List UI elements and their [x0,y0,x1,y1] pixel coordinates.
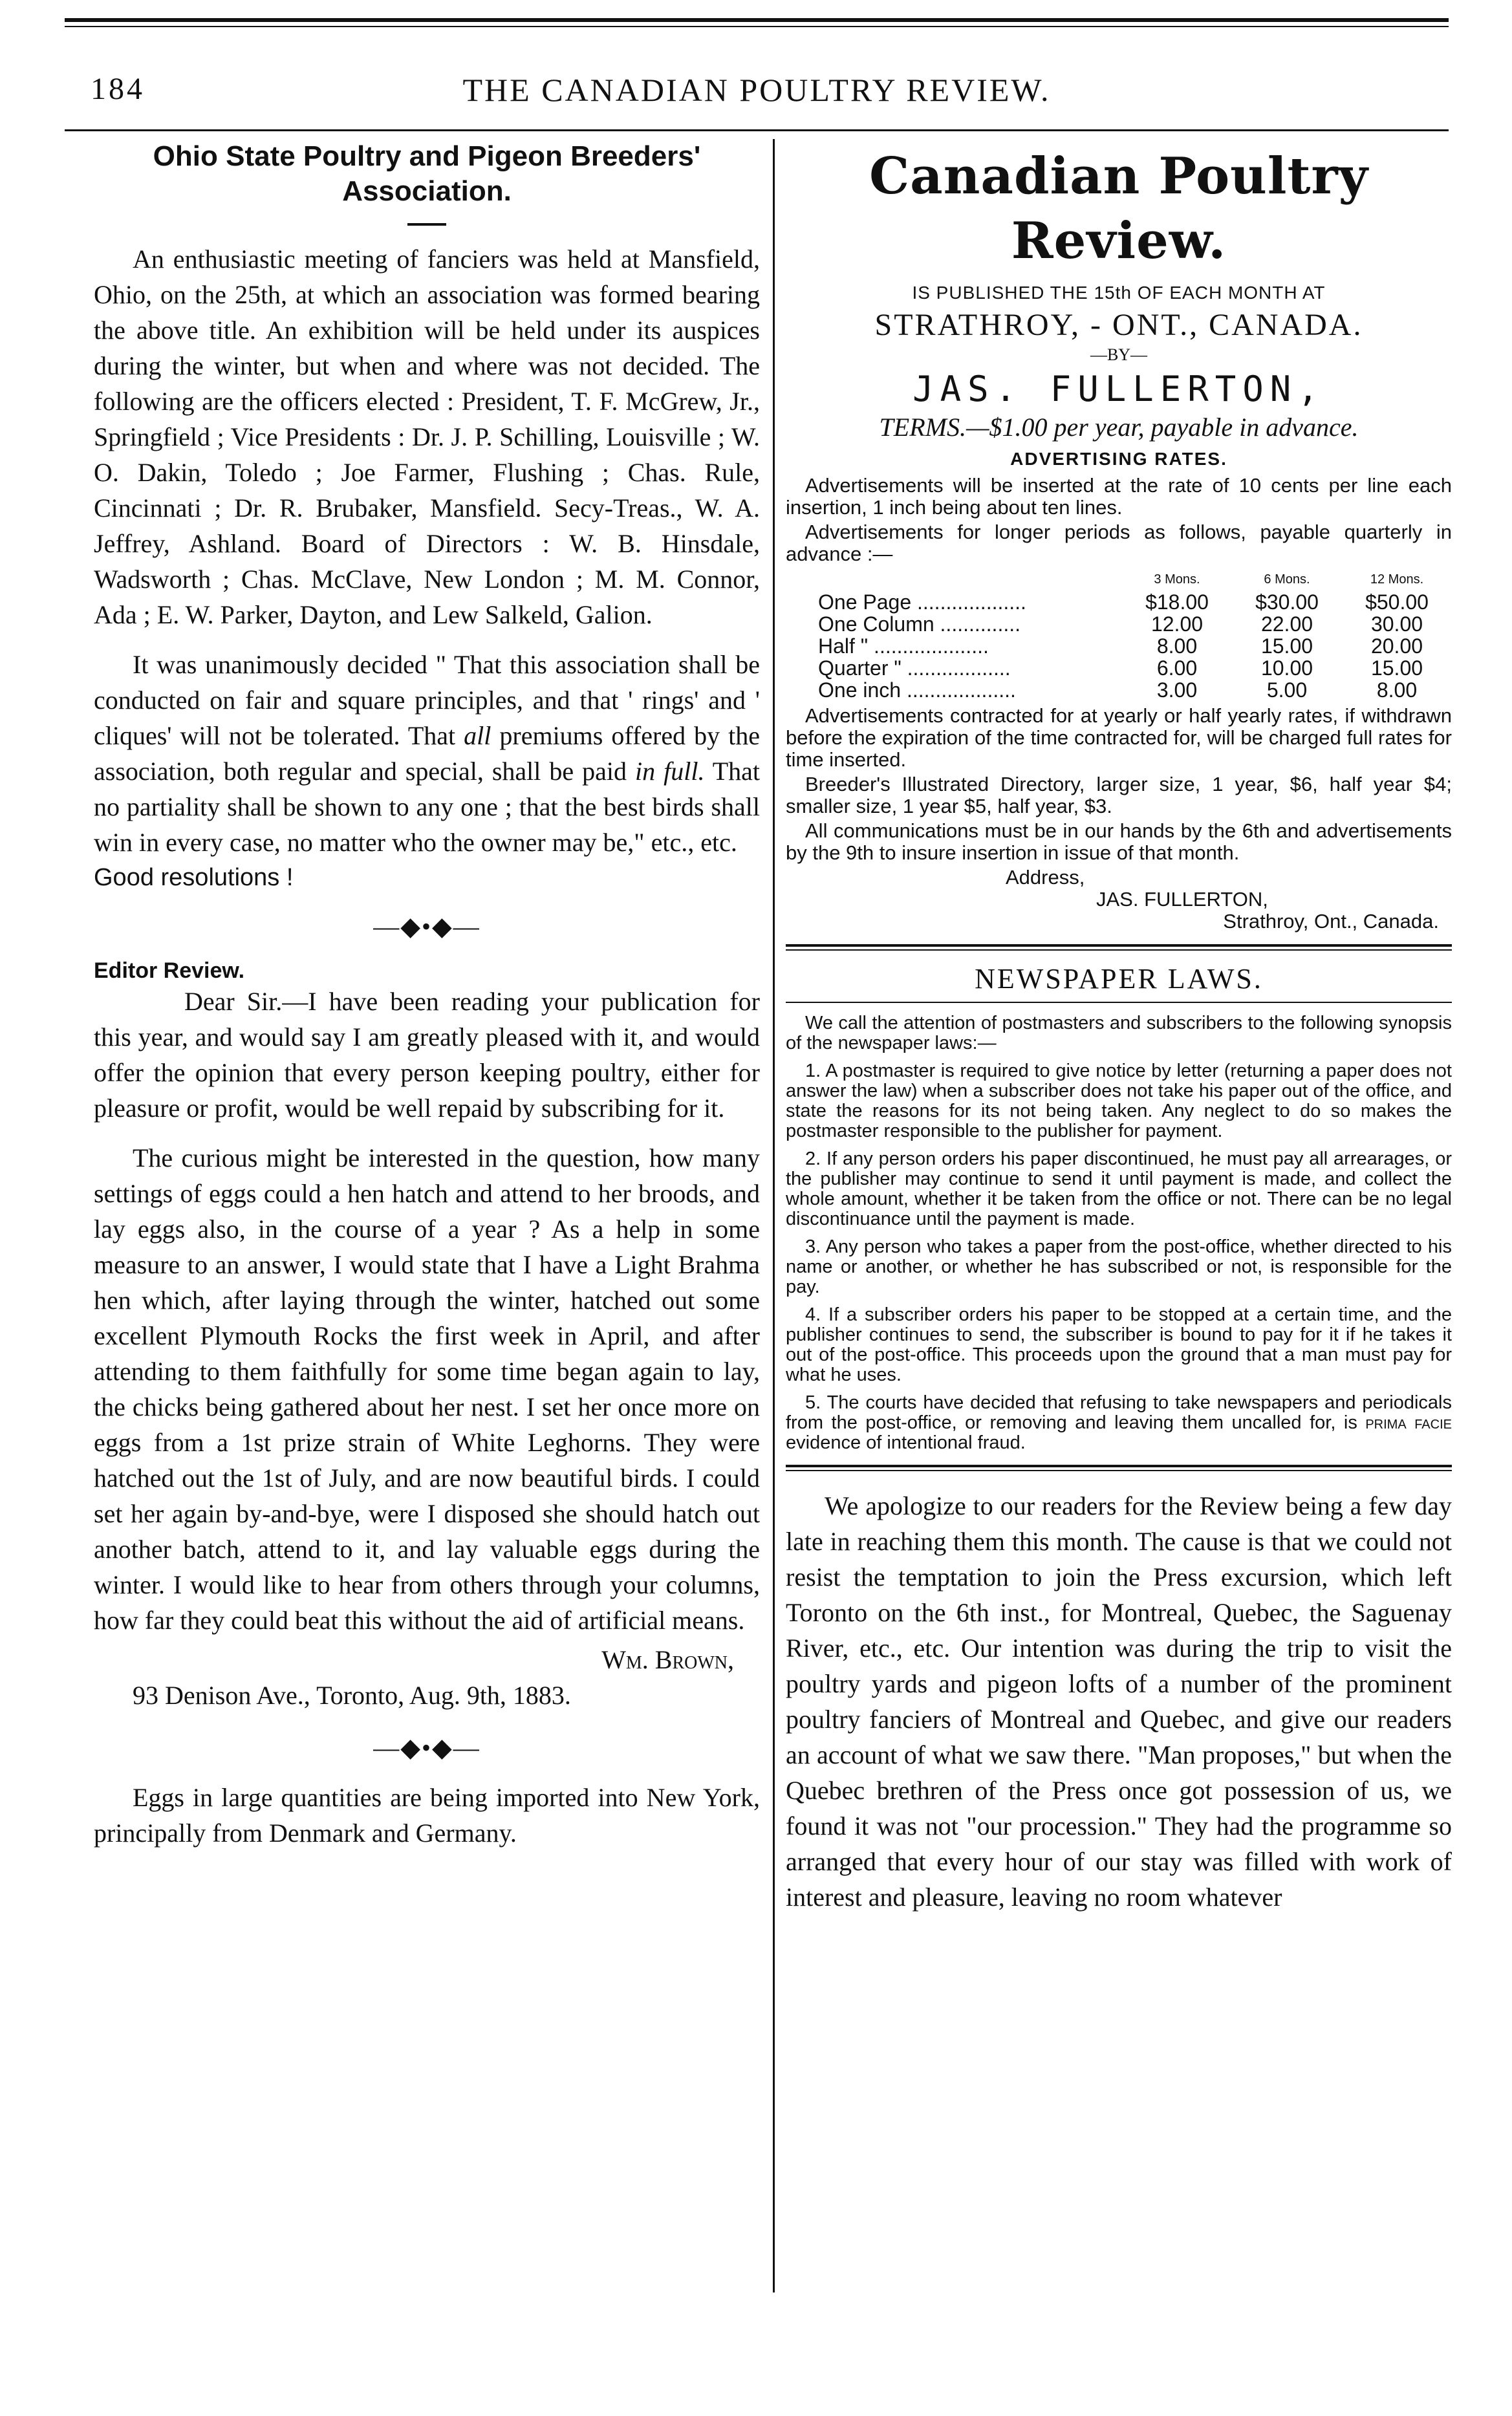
section-rule [786,944,1452,951]
article-title-line2: Association. [342,175,512,207]
running-head [65,71,1449,110]
rate-header-3: 3 Mons. [1154,572,1200,587]
para2-part-a: It was unanimously decided " That this association shall be conducted on fair and square principles, and that ' rings' and ' cliques' will not be tolerated. That [94,650,760,750]
publisher-name: JAS. FULLERTON, [913,369,1325,409]
law-item-2: 2. If any person orders his paper discontinued, he must pay all arrearages, or the publisher may continue to send it until payment is made, and collect the whole amount, whether it be taken from the office or not. There can be no legal discontinuance until the payment is made. [786,1149,1452,1229]
rate-header-blank [786,568,1122,591]
para2-in-full: in full. [635,757,705,786]
rate-3: 6.00 [1156,656,1198,680]
advertising-para-5: All communications must be in our hands by the 6th and advertisements by the 9th to insure insertion in issue of that month. [786,819,1452,864]
letter-heading: Editor Review. [94,958,245,983]
address-label: Address, [1006,866,1085,889]
rate-header-12: 12 Mons. [1370,572,1424,587]
article-title-line1: Ohio State Poultry and Pigeon Breeders' [153,140,701,172]
law-item-3: 3. Any person who takes a paper from the post-office, whether directed to his name or another, or whether he has subscribed or not, is responsible for the pay. [786,1236,1452,1297]
letter-paragraph-2: The curious might be interested in the question, how many settings of eggs could a hen hatch and attend to her broods, and lay eggs also, in the course of a year ? As a help in some measure to an answer, I would state that I have a Light Brahma hen which, after laying through the winter, hatched out some excellent Plymouth Rocks the first week in April, and after attending to them faithfully for some time began again to lay, the chicks being gathered about her nest. I set her once more on eggs from a 1st prize strain of White Leghorns. They were hatched out the 1st of July, and are now beautiful birds. I could set her again by-and-bye, were I disposed she should hatch out another batch, attend to it, and lay valuable eggs during the winter. I would like to hear from others through your columns, how far they could beat this without the aid of artificial means. [94,1143,760,1635]
para2-part-b: premiums offered by the association, both regular and special, shall be paid [94,721,760,786]
advertising-para-4: Breeder's Illustrated Directory, larger size, 1 year, $6, half year $4; smaller size, 1 year $5, half year, $3. [786,773,1452,817]
rate-6: 5.00 [1266,678,1308,702]
rate-12: 20.00 [1370,634,1423,658]
rate-6: $30.00 [1255,590,1319,614]
rate-6: 22.00 [1260,612,1313,636]
published-line: IS PUBLISHED THE 15th OF EACH MONTH AT [912,283,1326,303]
rate-label: One Column .............. [818,612,1021,636]
rate-row [786,635,1452,657]
eggs-paragraph: Eggs in large quantities are being imported into New York, principally from Denmark and Germany. [94,1783,760,1848]
ornament-divider-2: —◆•◆— [373,1733,481,1762]
rate-row [786,613,1452,635]
advertising-para-2: Advertisements for longer periods as follows, payable quarterly in advance :— [786,521,1452,565]
right-column [786,139,1452,1915]
good-resolutions: Good resolutions ! [94,864,294,891]
rate-12: 15.00 [1370,656,1423,680]
advertising-para-3: Advertisements contracted for at yearly or half yearly rates, if withdrawn before the expiration of the time contracted for, will be charged full rates for time inserted. [786,704,1452,771]
rate-3: 8.00 [1156,634,1198,658]
rate-6: 15.00 [1260,634,1313,658]
ornament-divider: —◆•◆— [373,912,481,941]
apology-paragraph: We apologize to our readers for the Review being a few day late in reaching them this month. The cause is that we could not resist the temptation to join the Press excursion, which left Toronto on the 6th inst., for Montreal, Quebec, the Saguenay River, etc., etc. Our intention was during the trip to visit the poultry yards and pigeon lofts of a number of the prominent poultry fanciers of Montreal and Quebec, and give our readers an account of what we saw there. "Man proposes," but when the Quebec brethren of the Press once got possession of us, we found it was not "our procession." They had the programme so arranged that every hour of our stay was filled with work of interest and pleasure, leaving no room whatever [786,1491,1452,1912]
law5-part-a: 5. The courts have decided that refusing to take newspapers and periodicals from the post-office, or removing and leaving them uncalled for, is [786,1392,1452,1433]
law-item-1: 1. A postmaster is required to give notice by letter (returning a paper does not answer the law) when a subscriber does not take his paper out of the office, and state the reasons for its not being taken. Any neglect to do so makes the postmaster responsible to the publisher for payment. [786,1061,1452,1141]
letter-paragraph-1: Dear Sir.—I have been reading your publication for this year, and would say I am greatly pleased with it, and would offer the opinion that every person keeping poultry, either for pleasure or profit, would be well repaid by subscribing for it. [94,987,760,1123]
ohio-paragraph-1: An enthusiastic meeting of fanciers was held at Mansfield, Ohio, on the 25th, at which an association was formed bearing the above title. An exhibition will be held under its auspices during the winter, but when and where was not decided. The following are the officers elected : President, T. F. McGrew, Jr., Springfield ; Vice Presidents : Dr. J. P. Schilling, Louisville ; W. O. Dakin, Toledo ; Joe Farmer, Flushing ; Chas. Rule, Cincinnati ; Dr. R. Brubaker, Mansfield. Secy-Treas., W. A. Jeffrey, Ashland. Board of Directors : W. B. Hinsdale, Wadsworth ; Chas. McClave, New London ; M. M. Connor, Ada ; E. W. Parker, Dayton, and Lew Salkeld, Galion. [94,244,760,629]
top-rule-thin [65,26,1449,27]
by-line: —BY— [1090,345,1148,364]
top-rule [65,18,1449,22]
rate-row [786,679,1452,701]
masthead: Canadian Poultry Review. [869,147,1368,270]
laws-title-rule [786,1002,1452,1003]
rate-12: $50.00 [1365,590,1429,614]
para2-all: all [464,721,491,750]
left-column [94,139,760,1851]
newspaper-laws-title: NEWSPAPER LAWS. [975,963,1263,995]
title-rule [407,223,446,226]
journal-title: THE CANADIAN POULTRY REVIEW. [462,72,1051,108]
rate-label: One inch ................... [818,678,1016,702]
rate-row [786,591,1452,613]
rate-label: One Page ................... [818,590,1026,614]
rate-3: $18.00 [1145,590,1209,614]
place-line: STRATHROY, - ONT., CANADA. [874,308,1363,342]
rate-label: Quarter " .................. [818,656,1011,680]
rate-row [786,657,1452,679]
column-divider [773,139,775,2292]
law5-part-b: evidence of intentional fraud. [786,1432,1026,1453]
rate-3: 3.00 [1156,678,1198,702]
rate-3: 12.00 [1150,612,1204,636]
law-item-5 [786,1393,1452,1453]
rate-12: 8.00 [1376,678,1418,702]
ohio-paragraph-2 [94,647,760,860]
rate-table [786,568,1452,701]
article-title [94,139,760,209]
letter-dateline: 93 Denison Ave., Toronto, Aug. 9th, 1883. [133,1681,571,1710]
rate-header-6: 6 Mons. [1264,572,1310,587]
page-number: 184 [91,72,145,106]
law5-prima-facie: prima facie [1365,1412,1452,1433]
section-rule-2 [786,1465,1452,1471]
terms-line: TERMS.—$1.00 per year, payable in advance. [879,413,1359,442]
advertising-heading: ADVERTISING RATES. [1010,449,1227,469]
letter-signature: Wm. Brown, [601,1645,734,1674]
advertising-para-1: Advertisements will be inserted at the rate of 10 cents per line each insertion, 1 inch being about ten lines. [786,474,1452,519]
rate-header-row [786,568,1452,591]
address-place: Strathroy, Ont., Canada. [1223,910,1439,933]
para2-part-c: That no partiality shall be shown to any one ; that the best birds shall win in every case, no matter who the owner may be," etc., etc. [94,757,761,857]
address-name: JAS. FULLERTON, [1096,888,1268,911]
rate-label: Half " .................... [818,634,989,658]
rate-6: 10.00 [1260,656,1313,680]
header-rule [65,129,1449,131]
laws-intro: We call the attention of postmasters and subscribers to the following synopsis of the newspaper laws:— [786,1013,1452,1053]
rate-12: 30.00 [1370,612,1423,636]
law-item-4: 4. If a subscriber orders his paper to be stopped at a certain time, and the publisher continues to send, the subscriber is bound to pay for it if he takes it out of the post-office. This proceeds upon the ground that a man must pay for what he uses. [786,1304,1452,1385]
